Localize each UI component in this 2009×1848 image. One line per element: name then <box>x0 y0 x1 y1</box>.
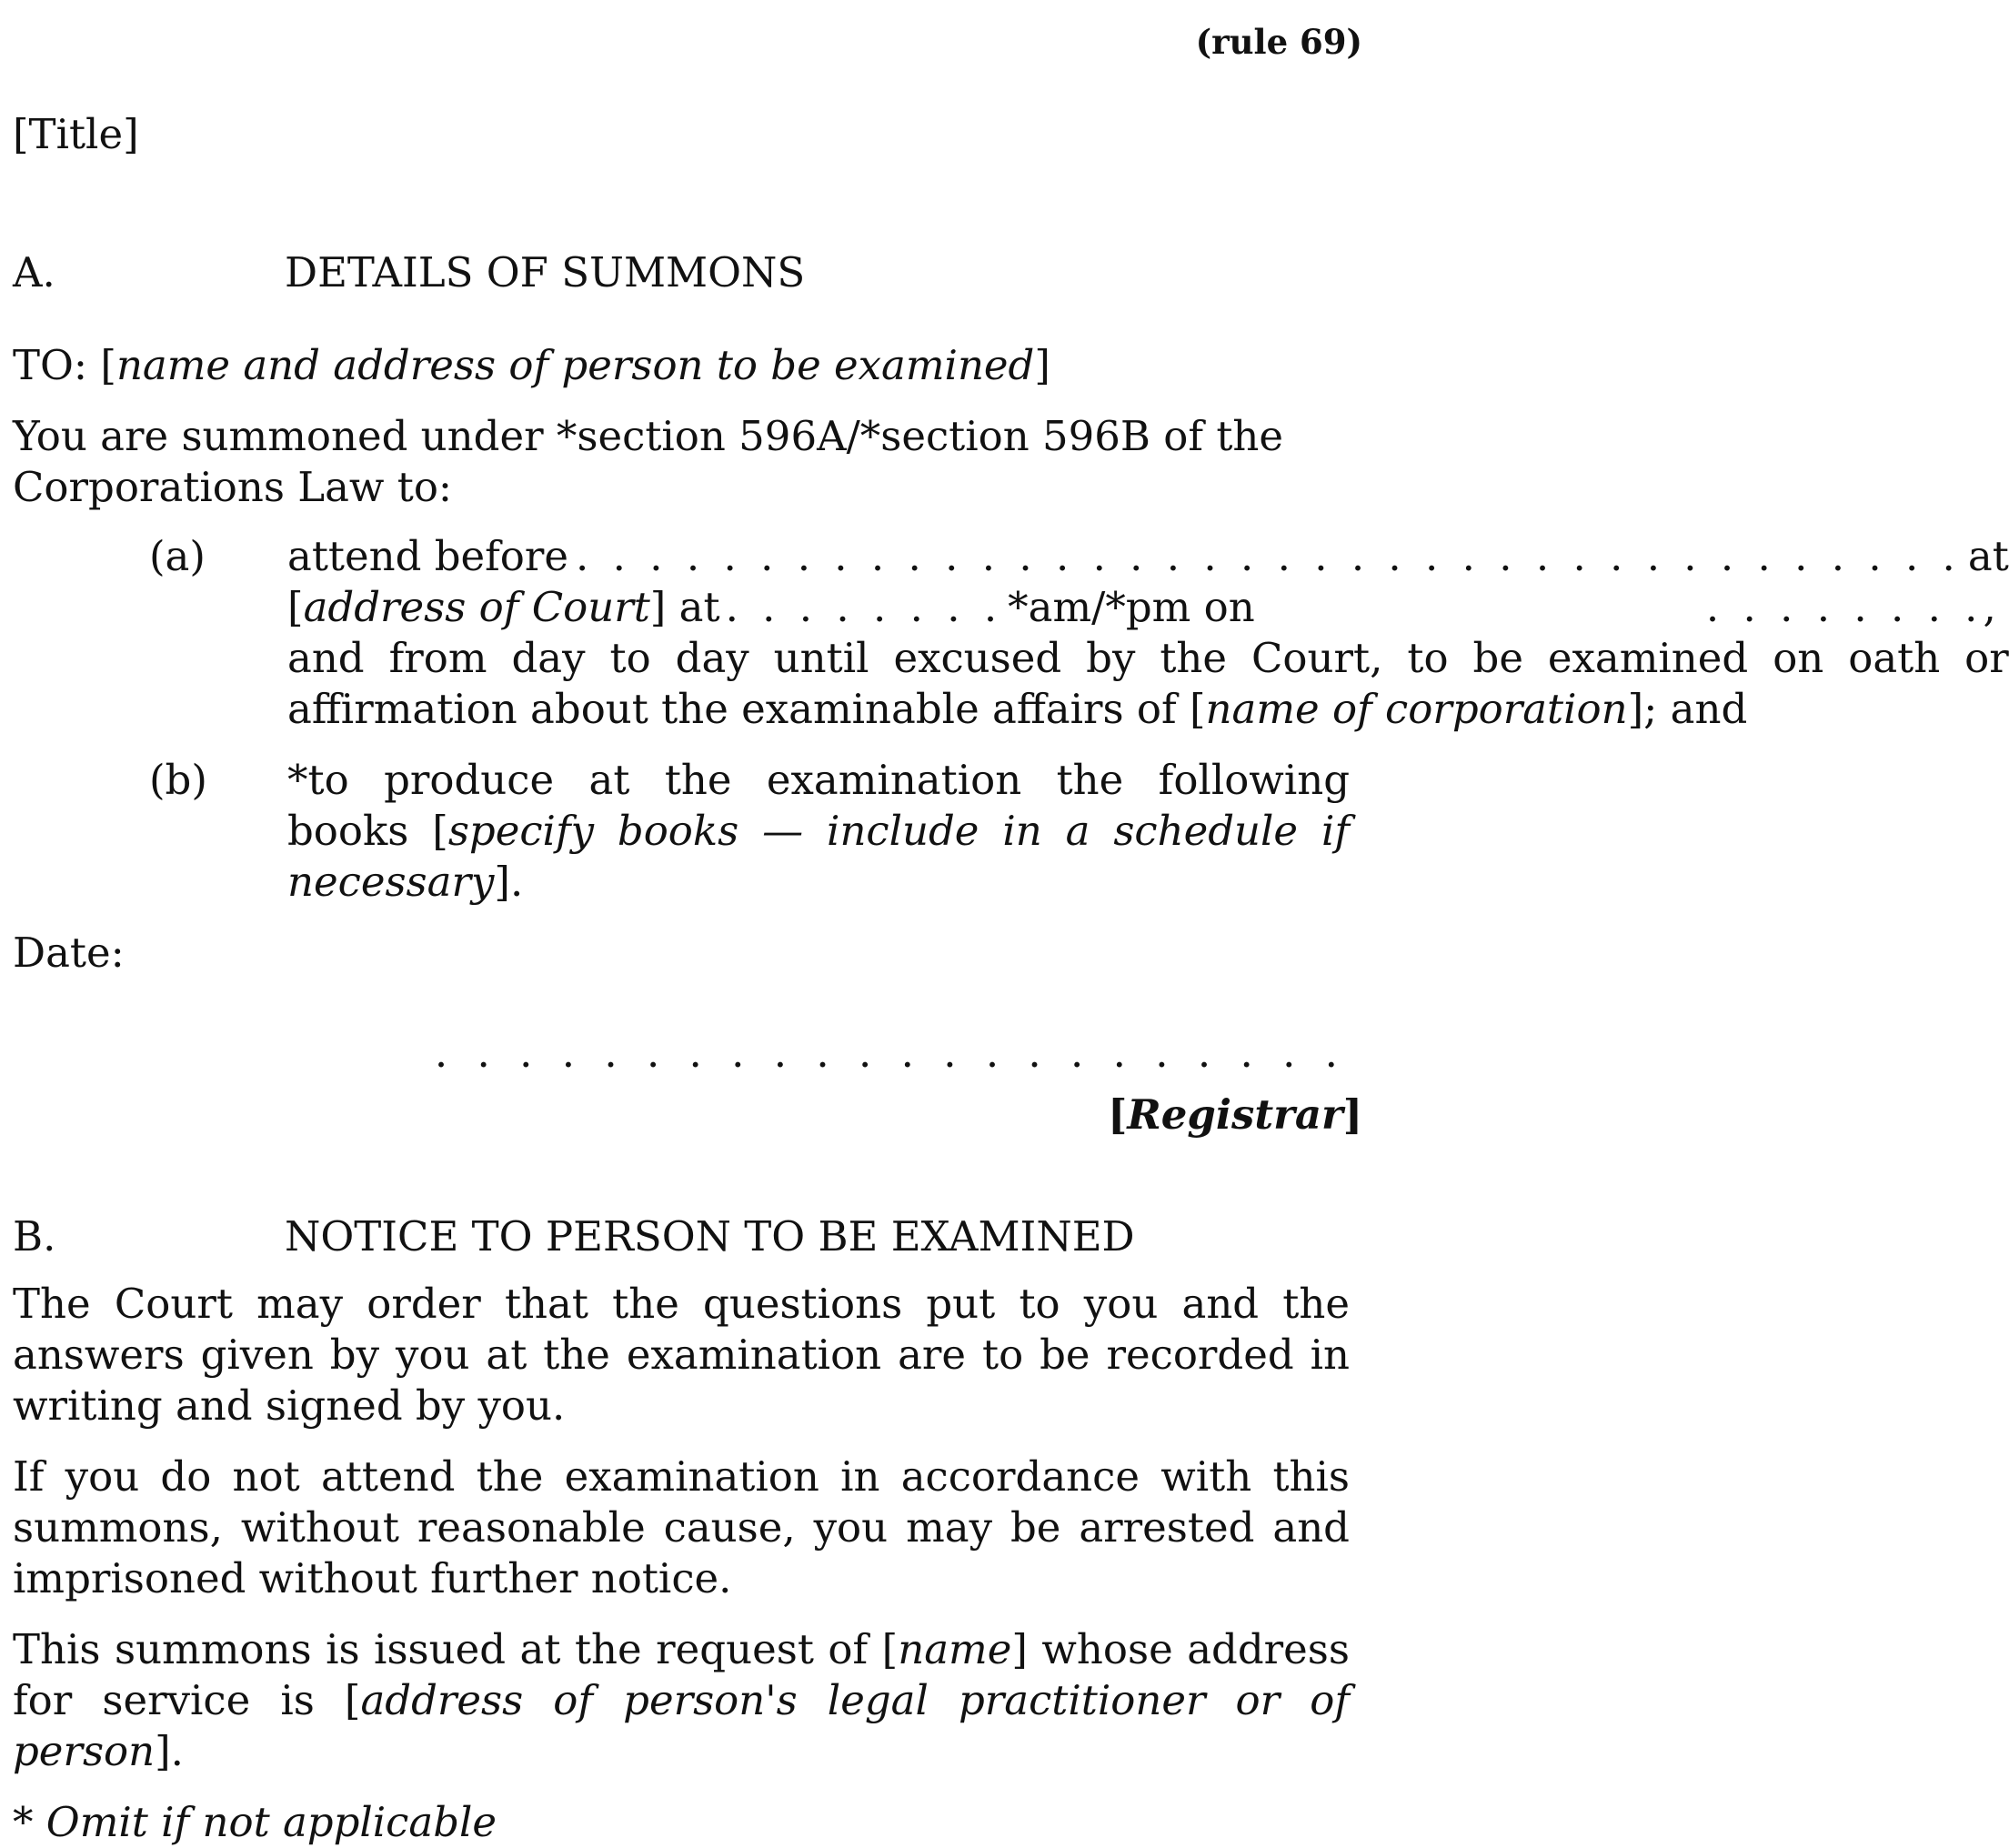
item-b-end-text: ]. <box>494 858 524 906</box>
attend-at-text: at <box>1967 532 2009 580</box>
time-dots: . . . . . . . . <box>725 583 1003 631</box>
request-text-end: ]. <box>155 1727 184 1775</box>
date-label: Date: <box>13 929 125 977</box>
item-b-text: *to produce at the examination the following books [ <box>287 756 1350 855</box>
notice-paragraph-recording: The Court may order that the questions put to you and the answers given by you at the examination are to be recorded in writing and signed by you. <box>13 1280 1350 1430</box>
to-bracket-close: ] <box>1034 341 1050 389</box>
registrar-text: Registrar <box>1127 1090 1343 1139</box>
title-placeholder: [Title] <box>13 110 139 158</box>
address-time-line <box>287 582 2009 633</box>
section-b-letter: B. <box>13 1212 56 1260</box>
item-a-rest-text: and from day to day until excused by the Court, to be examined on oath or affirmation about the examinable affairs of [ <box>287 634 2009 733</box>
registrar-label <box>13 1090 1362 1140</box>
item-a-label: (a) <box>149 532 206 580</box>
requester-name-placeholder: name <box>898 1625 1012 1673</box>
rule-reference: (rule 69) <box>1195 22 1362 62</box>
address-of-court-placeholder: address of Court <box>303 583 650 631</box>
signature-line: . . . . . . . . . . . . . . . . . . . . . . <box>434 1029 1346 1077</box>
item-b <box>13 755 1350 908</box>
to-label: TO: <box>13 341 101 389</box>
notice-paragraph-request <box>13 1624 1350 1777</box>
section-a-letter: A. <box>13 248 55 296</box>
section-b-heading <box>13 1211 1362 1262</box>
request-text-mid: ] whose address for service is [ <box>13 1625 1350 1724</box>
date-dots: . . . . . . . ., <box>1705 583 2002 631</box>
registrar-bracket-open: [ <box>1108 1090 1128 1139</box>
registrar-bracket-close: ] <box>1342 1090 1362 1139</box>
attend-before-line <box>287 531 2009 582</box>
corporation-name-placeholder: name of corporation <box>1205 685 1628 733</box>
summons-document <box>13 16 2009 1848</box>
service-address-placeholder: address of person's legal practitioner or of person <box>13 1676 1350 1775</box>
item-a-continuation <box>287 633 2009 735</box>
ampm-text: *am/*pm on <box>1008 583 1255 631</box>
item-a <box>13 531 2009 735</box>
section-a-heading <box>13 247 1362 298</box>
summons-intro: You are summoned under *section 596A/*section 596B of the Corporations Law to: <box>13 412 1284 511</box>
section-b-title: NOTICE TO PERSON TO BE EXAMINED <box>285 1212 1135 1260</box>
footnote: * Omit if not applicable <box>13 1798 497 1846</box>
item-b-body <box>287 755 1350 908</box>
notice-paragraph-arrest: If you do not attend the examination in accordance with this summons, without reasonable cause, you may be arrested and imprisoned without further notice. <box>13 1452 1350 1602</box>
item-a-end-text: ]; and <box>1627 685 1748 733</box>
attend-before-text: attend before <box>287 532 569 580</box>
addressee-line <box>13 340 1362 391</box>
address-bracket-close: ] at <box>649 583 720 631</box>
addressee-placeholder: name and address of person to be examined <box>116 341 1035 389</box>
item-b-label: (b) <box>149 756 207 804</box>
attend-before-dots: . . . . . . . . . . . . . . . . . . . . . . . . . . . . . . . . . . . . . . <box>576 532 1961 580</box>
item-a-body <box>287 531 2009 735</box>
books-placeholder: specify books — include in a schedule if necessary <box>287 807 1350 906</box>
section-a-title: DETAILS OF SUMMONS <box>285 248 806 296</box>
request-text-start: This summons is issued at the request of [ <box>13 1625 899 1673</box>
to-bracket-open: [ <box>100 341 116 389</box>
address-bracket-open: [ <box>287 583 304 631</box>
